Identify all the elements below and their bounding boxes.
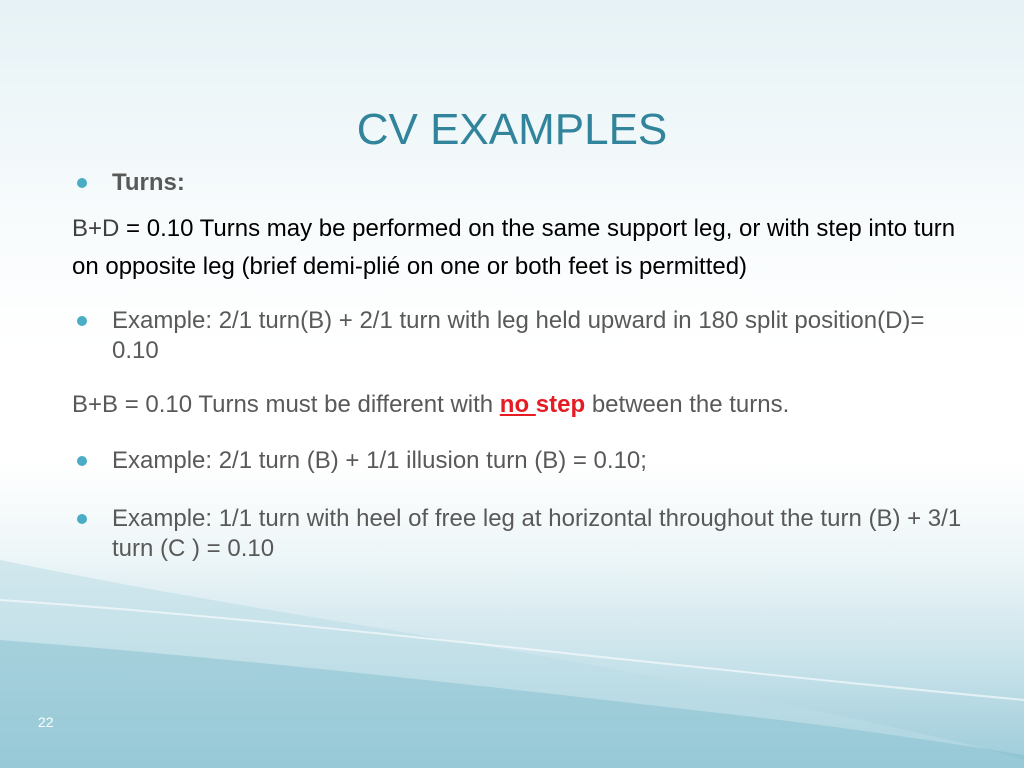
slide-body: [72, 168, 972, 564]
rule-b-plus-d-equals: =: [119, 215, 147, 242]
example-1-text: Example: 2/1 turn(B) + 2/1 turn with leg held upward in 180 split position(D)= 0.10: [112, 307, 925, 364]
slide-title: CV EXAMPLES: [356, 105, 668, 154]
bullet-example-1: [72, 306, 972, 366]
example-3-text: Example: 1/1 turn with heel of free leg at horizontal throughout the turn (B) + 3/1 turn (C ) = 0.10: [112, 505, 962, 562]
bullet-dot-icon: [77, 514, 87, 524]
bullet-example-2: [72, 446, 972, 476]
rule-b-plus-b: [72, 390, 972, 420]
rule-b-plus-b-text-end: between the turns.: [585, 391, 790, 418]
rule-b-plus-b-emphasis-step: step: [535, 391, 586, 418]
rule-b-plus-d-text: 0.10 Turns may be performed on the same support leg, or with step into turn on opposite leg (brief demi-plié on one or both feet is permitted): [72, 215, 956, 280]
bullet-dot-icon: [77, 316, 87, 326]
rule-b-plus-d-lead: B+D: [72, 215, 120, 242]
rule-b-plus-b-emphasis-no: no: [499, 391, 536, 418]
rule-b-plus-b-text: B+B = 0.10 Turns must be different with: [72, 391, 500, 418]
bullet-example-3: [72, 504, 972, 564]
slide-number: 22: [38, 714, 54, 730]
bullet-dot-icon: [77, 456, 87, 466]
rule-b-plus-d: [72, 210, 972, 286]
heading-turns: Turns:: [112, 169, 185, 196]
example-2-text: Example: 2/1 turn (B) + 1/1 illusion turn (B) = 0.10;: [112, 447, 647, 474]
bullet-turns-heading: [72, 168, 972, 198]
bullet-dot-icon: [77, 178, 87, 188]
